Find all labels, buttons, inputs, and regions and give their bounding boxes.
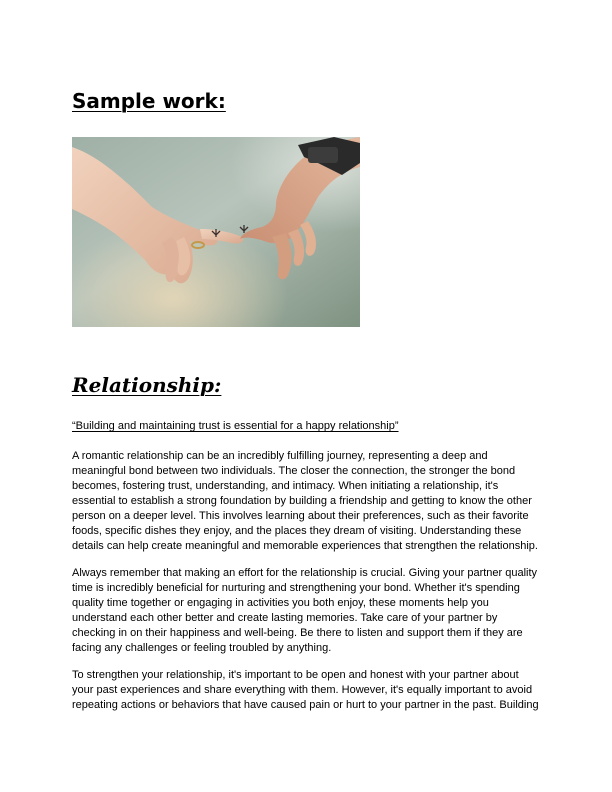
paragraph-1 — [72, 449, 542, 554]
paragraph-line: checking in on their happiness and well-being. Be there to listen and support them if they are — [72, 627, 523, 639]
relationship-heading: Relationship: — [72, 373, 222, 397]
paragraph-line: Always remember that making an effort for the relationship is crucial. Giving your partner quality — [72, 567, 538, 579]
paragraph-line: understand each other better and create lasting memories. Take care of your partner by — [72, 612, 498, 624]
paragraph-line: repeating actions or behaviors that have caused pain or hurt to your partner in the past. Building — [72, 699, 539, 711]
paragraph-line: quality time together or engaging in activities you both enjoy, these moments help you — [72, 597, 489, 609]
paragraph-line: foods, specific dishes they enjoy, and the places they dream of visiting. Understanding these — [72, 525, 522, 537]
paragraph-line: meaningful bond between two individuals. The closer the connection, the stronger the bond — [72, 465, 516, 477]
paragraph-line: your past experiences and share everything with them. However, it's equally important to avoid — [72, 684, 533, 696]
paragraph-3 — [72, 668, 542, 713]
paragraph-2 — [72, 566, 542, 656]
paragraph-line: person on a deeper level. This involves learning about their preferences, such as their favorite — [72, 510, 529, 522]
paragraph-line: To strengthen your relationship, it's important to be open and honest with your partner about — [72, 669, 519, 681]
trust-quote: “Building and maintaining trust is essential for a happy relationship” — [72, 420, 399, 432]
paragraph-line: essential to establish a strong foundation by building a friendship and getting to know the other — [72, 495, 532, 507]
paragraph-line: details can help create meaningful and memorable experiences that strengthen the relationship. — [72, 540, 538, 552]
hands-photo — [72, 137, 360, 327]
hands-photo-illustration — [72, 137, 360, 327]
paragraph-line: facing any challenges or feeling troubled by anything. — [72, 642, 332, 654]
sample-work-heading: Sample work: — [72, 89, 226, 113]
paragraph-line: becomes, fostering trust, understanding, and intimacy. When initiating a relationship, it's — [72, 480, 499, 492]
paragraph-line: time is incredibly beneficial for nurturing and strengthening your bond. Whether it's spending — [72, 582, 520, 594]
paragraph-line: A romantic relationship can be an incredibly fulfilling journey, representing a deep and — [72, 450, 488, 462]
